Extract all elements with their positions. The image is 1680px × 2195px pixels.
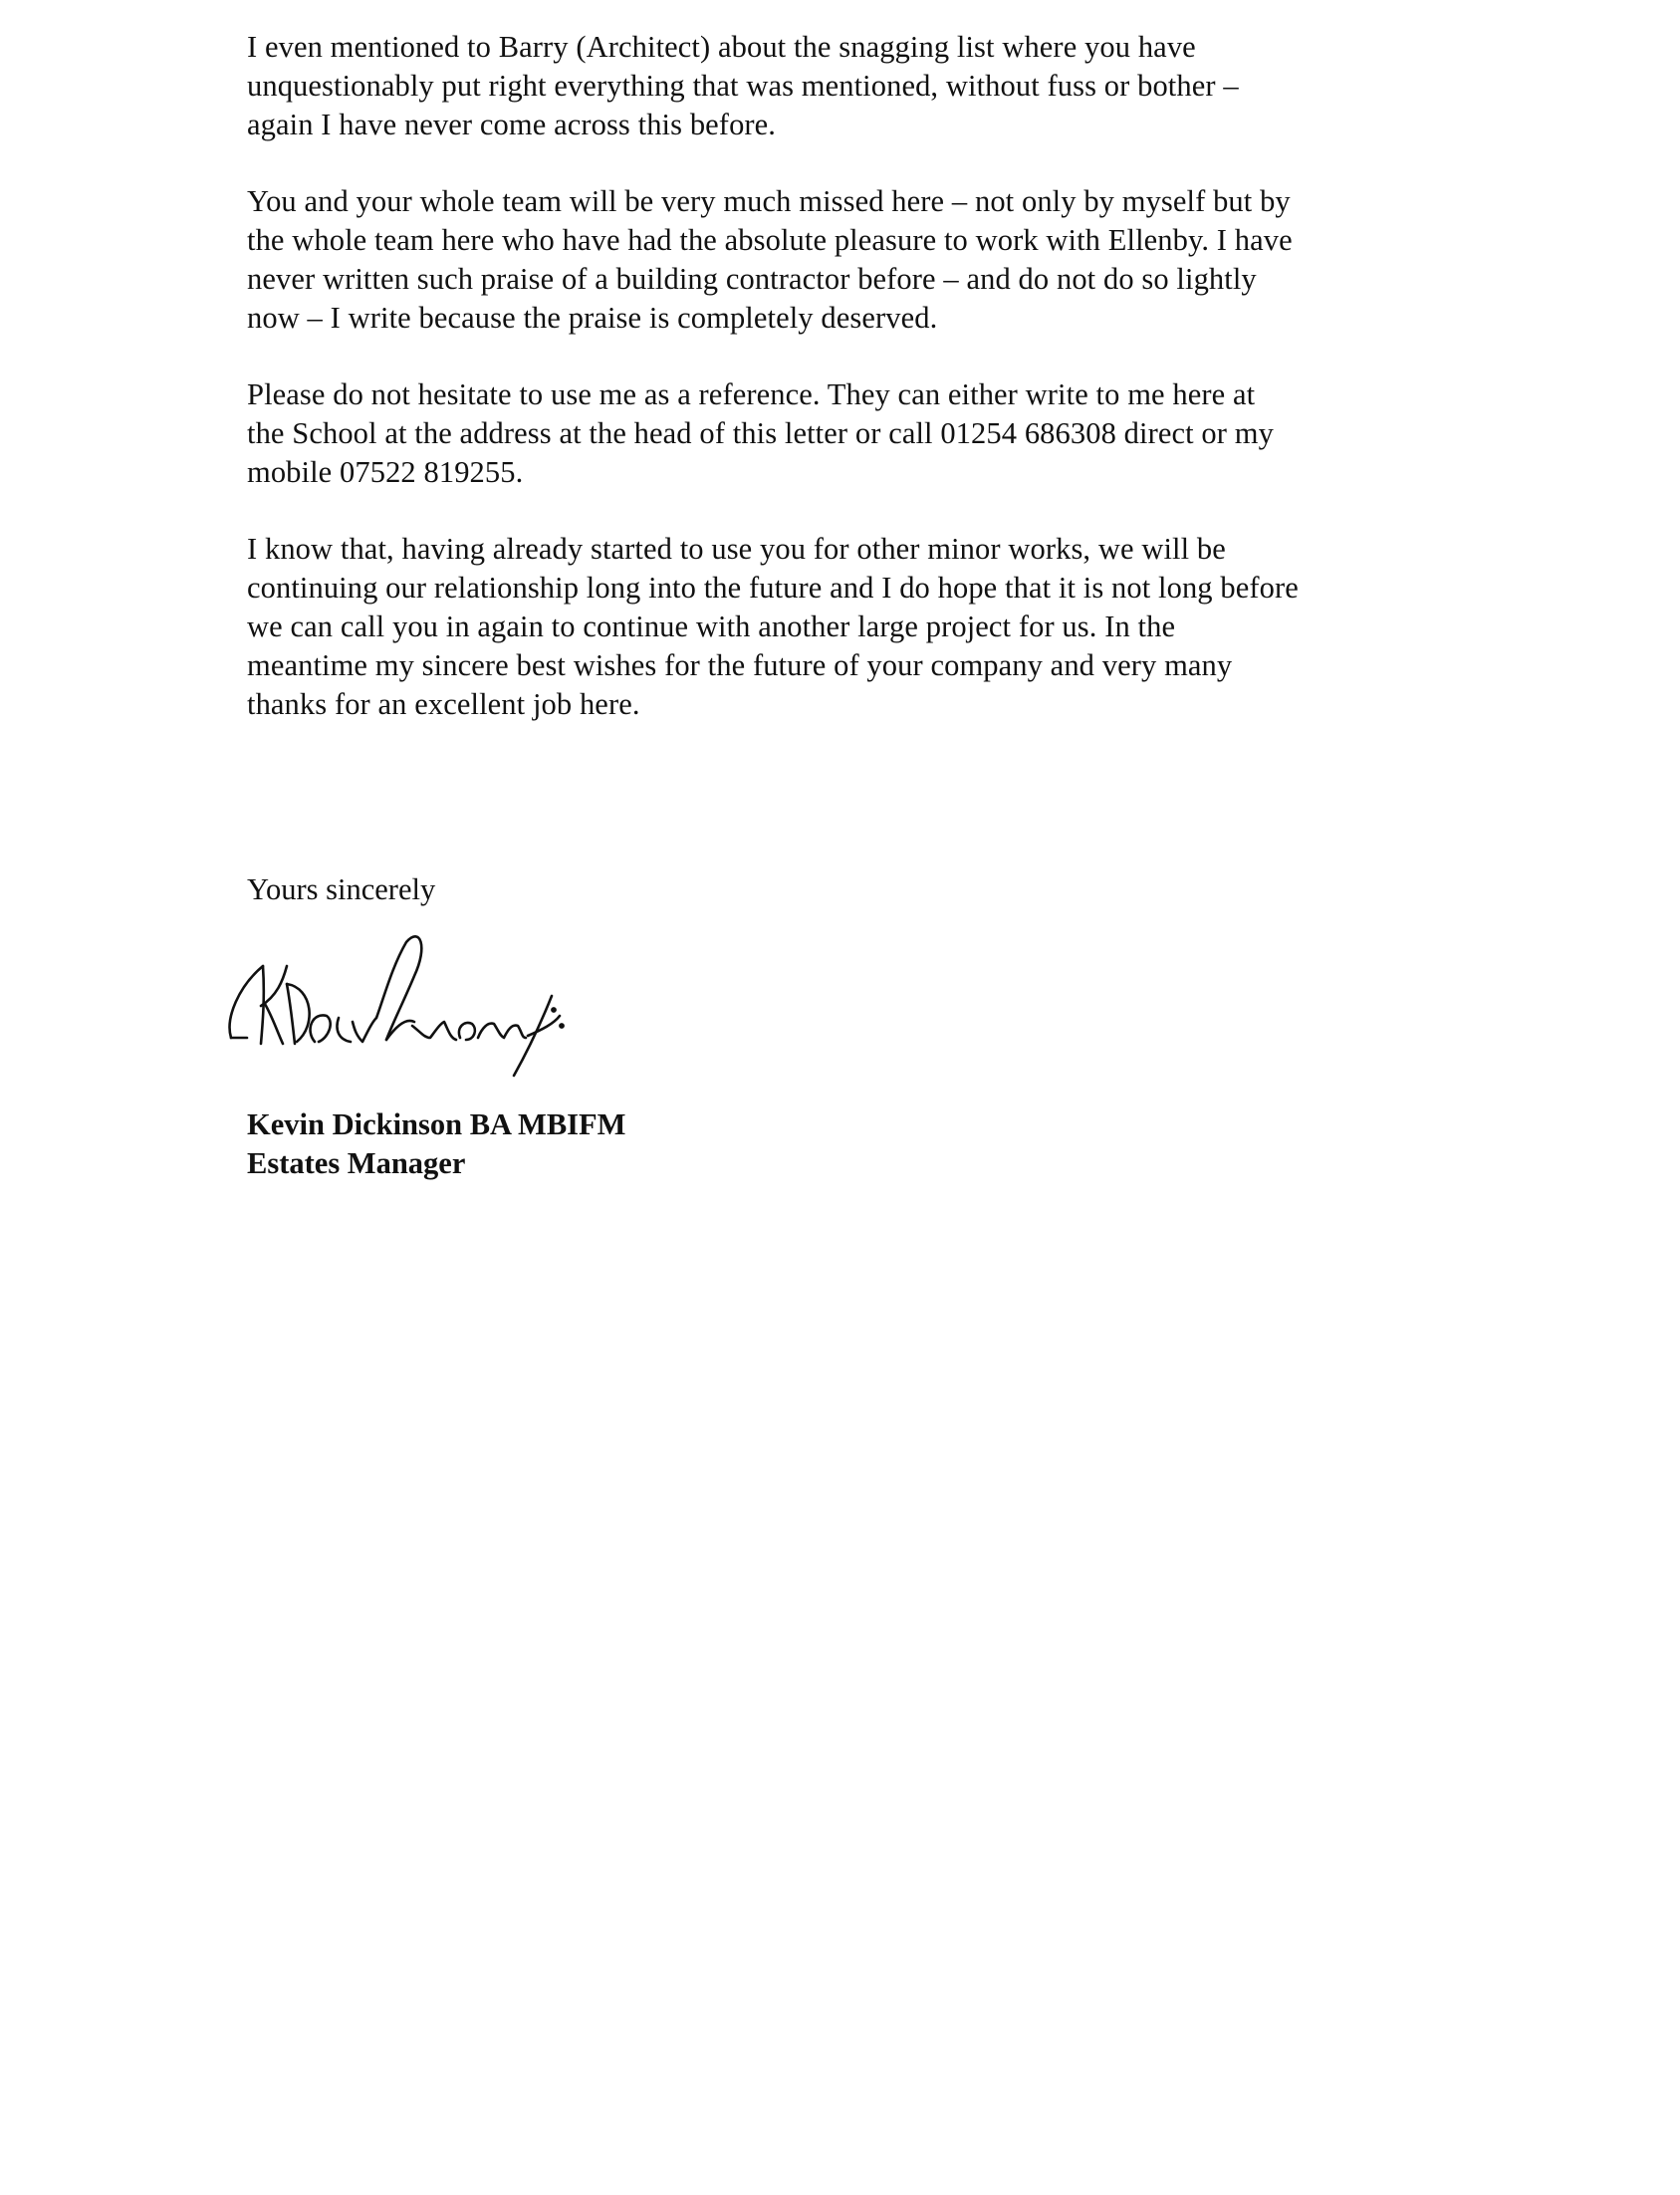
paragraph-team-missed <box>247 182 1422 337</box>
body-line: again I have never come across this before. <box>247 107 777 141</box>
paragraph-reference <box>247 375 1422 491</box>
body-line: Please do not hesitate to use me as a reference. They can either write to me here at <box>247 377 1256 412</box>
handwritten-signature <box>217 926 596 1086</box>
body-line: the School at the address at the head of this letter or call 01254 686308 direct or my <box>247 415 1274 450</box>
body-line: we can call you in again to continue with another large project for us. In the <box>247 609 1176 643</box>
body-line: continuing our relationship long into the future and I do hope that it is not long before <box>247 571 1299 606</box>
body-line: now – I write because the praise is completely deserved. <box>247 300 938 335</box>
paragraph-future <box>247 530 1422 723</box>
body-line: never written such praise of a building contractor before – and do not do so lightly <box>247 261 1257 296</box>
body-line: You and your whole team will be very much missed here – not only by myself but by <box>247 184 1291 219</box>
body-line: meantime my sincere best wishes for the future of your company and very many <box>247 647 1233 682</box>
body-line: I even mentioned to Barry (Architect) about the snagging list where you have <box>247 30 1196 64</box>
body-line: I know that, having already started to use you for other minor works, we will be <box>247 532 1226 567</box>
body-line: mobile 07522 819255. <box>247 454 524 489</box>
letter-body <box>247 28 1422 762</box>
body-line: thanks for an excellent job here. <box>247 686 640 721</box>
signatory-title: Estates Manager <box>247 1145 466 1180</box>
body-line: unquestionably put right everything that was mentioned, without fuss or bother – <box>247 68 1239 103</box>
body-line: the whole team here who have had the absolute pleasure to work with Ellenby. I have <box>247 222 1293 257</box>
signatory-block <box>247 1105 625 1183</box>
paragraph-snagging <box>247 28 1422 143</box>
signatory-name: Kevin Dickinson BA MBIFM <box>247 1107 626 1141</box>
closing-salutation: Yours sincerely <box>247 872 436 906</box>
